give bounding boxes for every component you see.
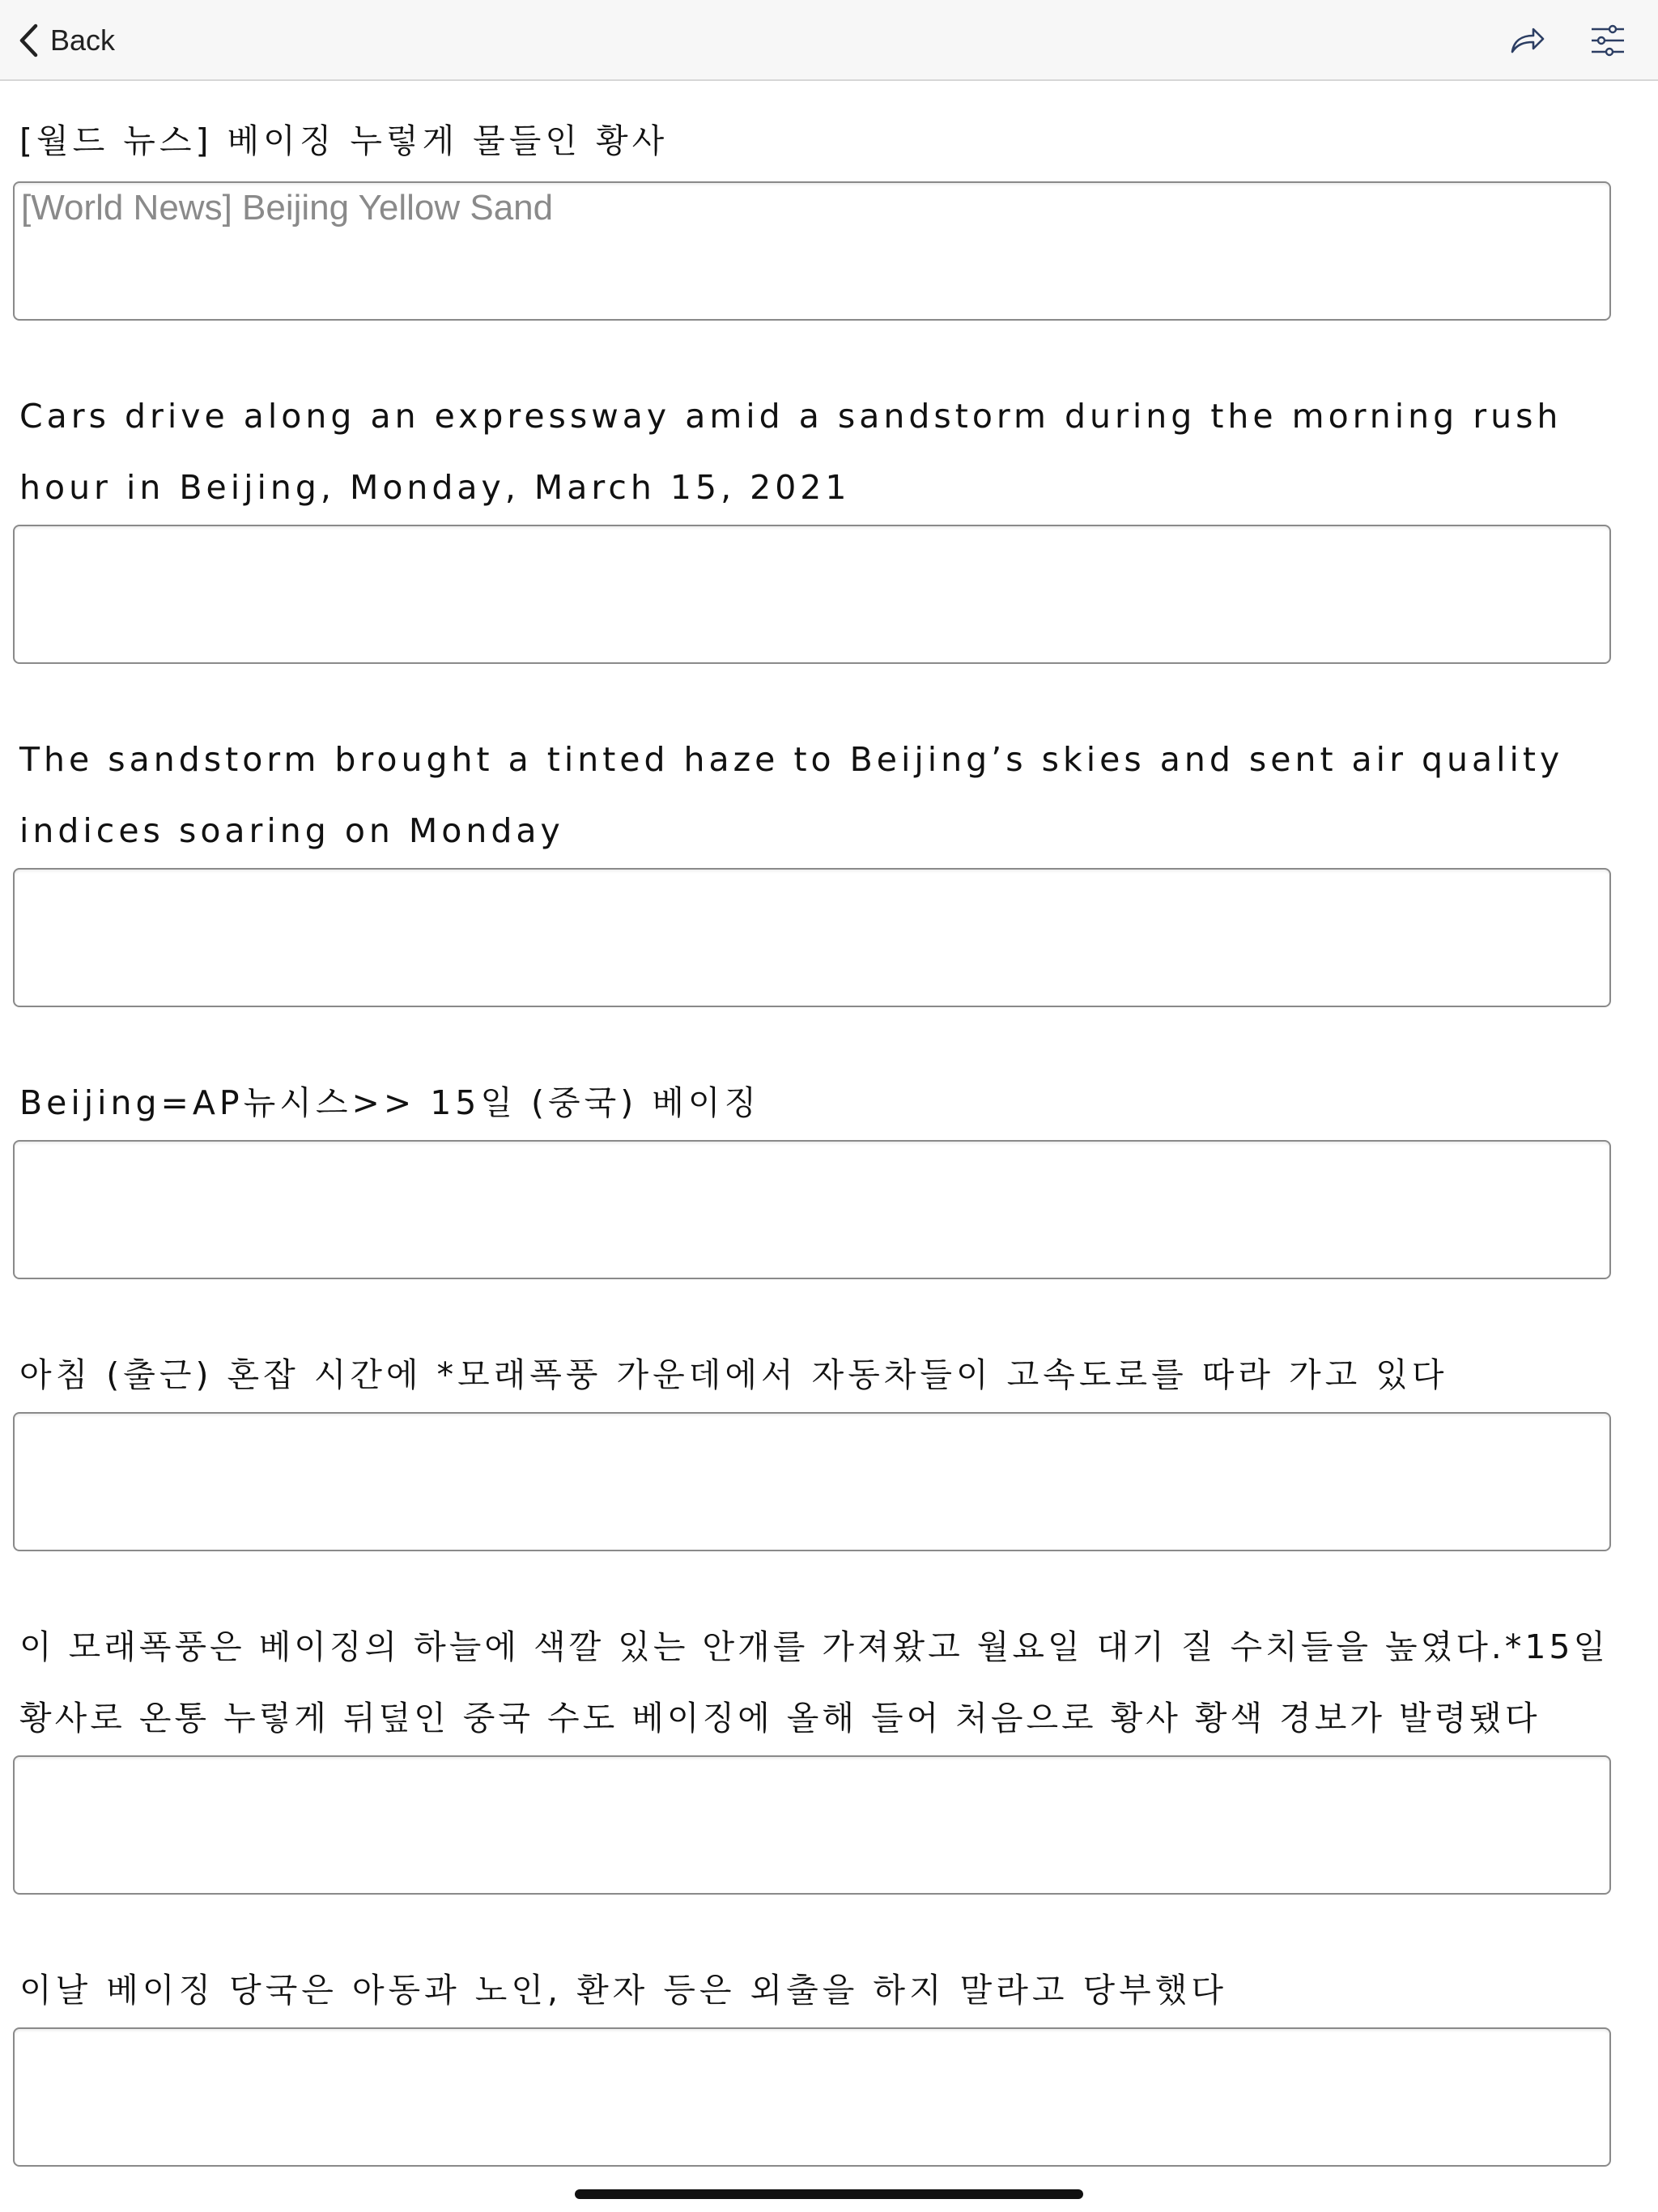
source-text: 이 모래폭풍은 베이징의 하늘에 색깔 있는 안개를 가져왔고 월요일 대기 질 수치들을 높였다.*15일 황사로 온통 누렇게 뒤덮인 중국 수도 베이징에 올해 들어 처음으로 황사 황색 경보가 발령됐다 [19, 1627, 1623, 1738]
translation-field[interactable] [13, 2027, 1611, 2167]
source-text: 아침 (출근) 혼잡 시간에 *모래폭풍 가운데에서 자동차들이 고속도로를 따라 가고 있다 [19, 1355, 1448, 1394]
translation-input[interactable] [15, 2029, 1609, 2165]
translation-field[interactable] [13, 181, 1611, 321]
translation-field[interactable] [13, 1412, 1611, 1551]
translation-input[interactable] [15, 1142, 1609, 1278]
translation-field[interactable] [13, 1140, 1611, 1279]
translation-input[interactable] [15, 870, 1609, 1006]
settings-button[interactable] [1585, 18, 1630, 63]
sliders-icon [1585, 18, 1630, 63]
back-label: Back [50, 23, 116, 57]
back-button[interactable] [18, 21, 115, 60]
translation-input[interactable] [15, 1414, 1609, 1550]
translation-field[interactable] [13, 525, 1611, 664]
share-arrow-icon [1504, 18, 1550, 63]
source-text: [월드 뉴스] 베이징 누렇게 물들인 황사 [19, 121, 669, 160]
translation-field[interactable] [13, 868, 1611, 1007]
translation-input[interactable] [15, 526, 1609, 662]
home-indicator[interactable] [575, 2189, 1083, 2199]
source-text: 이날 베이징 당국은 아동과 노인, 환자 등은 외출을 하지 말라고 당부했다 [19, 1971, 1227, 2010]
chevron-left-icon [18, 23, 39, 57]
source-text: Cars drive along an expressway amid a sandstorm during the morning rush hour in Beijing, Monday, March 15, 2021 [19, 397, 1577, 507]
translation-input[interactable] [15, 183, 1609, 319]
source-text: The sandstorm brought a tinted haze to Beijing’s skies and sent air quality indices soaring on Monday [19, 740, 1579, 850]
share-button[interactable] [1504, 18, 1550, 63]
translation-field[interactable] [13, 1755, 1611, 1895]
translation-input[interactable] [15, 1757, 1609, 1893]
source-text: Beijing=AP뉴시스>> 15일 (중국) 베이징 [19, 1083, 761, 1122]
navigation-bar [0, 0, 1658, 81]
